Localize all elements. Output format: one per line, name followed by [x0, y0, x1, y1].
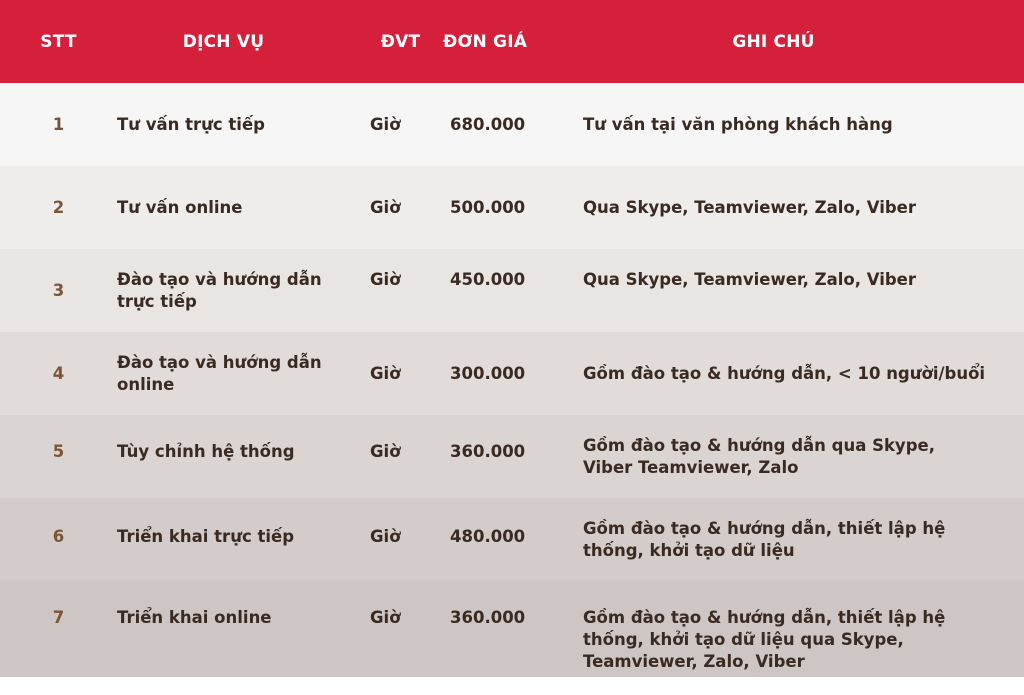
- row-stt: 6: [52, 527, 65, 546]
- table-row: [0, 498, 1024, 581]
- row-note: Gồm đào tạo & hướng dẫn, < 10 người/buổi: [583, 363, 986, 383]
- table-row: [0, 166, 1024, 249]
- row-price: 480.000: [450, 527, 526, 546]
- header-note: GHI CHÚ: [732, 31, 815, 52]
- row-note: Qua Skype, Teamviewer, Zalo, Viber: [583, 270, 916, 289]
- table-row: [0, 249, 1024, 332]
- row-price: 500.000: [450, 197, 526, 217]
- row-price: 300.000: [450, 363, 526, 383]
- row-price: 360.000: [450, 608, 526, 627]
- row-note: Gồm đào tạo & hướng dẫn, thiết lập hệ thống, khởi tạo dữ liệu qua Skype, Teamviewer, Zalo, Viber: [583, 608, 946, 671]
- row-unit: Giờ: [370, 114, 401, 134]
- row-note: Tư vấn tại văn phòng khách hàng: [583, 114, 893, 134]
- row-service: Tư vấn online: [117, 197, 243, 217]
- header-stt: STT: [40, 31, 77, 52]
- table-row: [0, 83, 1024, 166]
- row-unit: Giờ: [370, 197, 401, 217]
- row-stt: 7: [52, 608, 65, 627]
- row-note: Qua Skype, Teamviewer, Zalo, Viber: [583, 197, 916, 217]
- row-unit: Giờ: [370, 527, 401, 546]
- row-stt: 2: [52, 197, 65, 217]
- row-note: Gồm đào tạo & hướng dẫn qua Skype, Viber Teamviewer, Zalo: [583, 435, 935, 477]
- table-row: [0, 581, 1024, 677]
- row-service: Triển khai online: [117, 608, 272, 627]
- row-service: Đào tạo và hướng dẫn trực tiếp: [117, 269, 322, 311]
- table-header: [0, 0, 1024, 83]
- row-stt: 4: [52, 363, 65, 383]
- row-unit: Giờ: [370, 363, 401, 383]
- row-price: 450.000: [450, 270, 526, 289]
- table-row: [0, 415, 1024, 498]
- table-row: [0, 332, 1024, 415]
- row-price: 360.000: [450, 442, 526, 461]
- row-service: Triển khai trực tiếp: [117, 527, 295, 546]
- row-unit: Giờ: [370, 270, 401, 289]
- row-stt: 5: [52, 442, 65, 461]
- row-unit: Giờ: [370, 442, 401, 461]
- header-unit: ĐVT: [380, 31, 421, 52]
- header-price: ĐƠN GIÁ: [443, 31, 528, 52]
- row-service: Đào tạo và hướng dẫn online: [117, 352, 322, 394]
- header-service: DỊCH VỤ: [182, 31, 265, 52]
- row-price: 680.000: [450, 114, 526, 134]
- row-unit: Giờ: [370, 608, 401, 627]
- row-note: Gồm đào tạo & hướng dẫn, thiết lập hệ thống, khởi tạo dữ liệu: [583, 518, 946, 560]
- row-stt: 1: [52, 114, 65, 134]
- row-stt: 3: [52, 280, 65, 300]
- row-service: Tư vấn trực tiếp: [117, 114, 265, 134]
- row-service: Tùy chỉnh hệ thống: [117, 442, 295, 461]
